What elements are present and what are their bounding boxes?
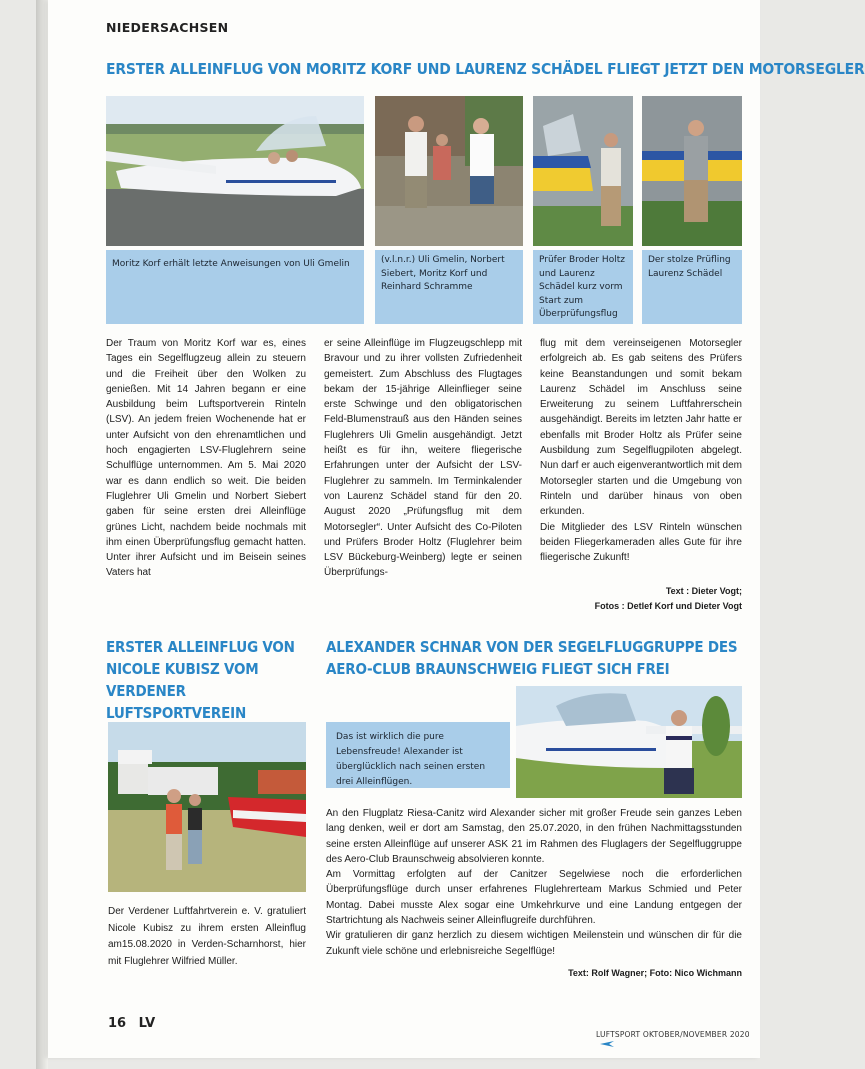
article1-closing: Die Mitglieder des LSV Rinteln wünschen beiden Fliegerkameraden alles Gute für ihre fliegerische Zukunft! [540, 521, 742, 564]
article1-column2: er seine Alleinflüge im Flugzeugschlepp mit Bravour und zu ihrer vollsten Zufriedenheit gemeistert. Zum Abschluss des Flugtages bekam der 15-jährige Alleinflieger seine erste Schwinge und den obligatorischen Feld-Blumenstrauß aus den Händen seines Fluglehrers Uli Gmelin ausgehändigt. Jetzt heißt es für ihn, weitere fliegerische Erfahrungen unter der Aufsicht der LSV-Fluglehrer zu sammeln. Im Terminkalender von Laurenz Schädel stand für den 20. August 2020 „Prüfungsflug mit dem Motorsegler“. Unter Aufsicht des Co-Piloten und Prüfers Broder Holtz (Fluglehrer beim LSV Bückeburg-Weinberg) legte er seinen Überprüfungs- [324, 338, 522, 579]
article3-paragraph1: An den Flugplatz Riesa-Canitz wird Alexander sicher mit großer Freude sein ganzes Leben lang denken, weil er dort am Samstag, den 25.07.2020, in den frühen Nachmittagsstunden seine ersten Alleinflüge auf unserer ASK 21 im Rahmen des Fluglagers der Segelfluggruppe des Aero-Club Braunschweig absolvieren konnte. [326, 808, 742, 865]
magazine-short: LV [138, 1016, 156, 1031]
article3-caption: Das ist wirklich die pure Lebensfreude! Alexander ist überglücklich nach seinen ersten drei Alleinflügen. [326, 722, 510, 788]
page-footer-left [108, 1016, 155, 1031]
article1-column1: Der Traum von Moritz Korf war es, eines Tages ein Segelflugzeug allein zu steuern und die Freiheit über den Wolken zu genießen. Mit 14 Jahren begann er eine Ausbildung beim Luftsportverein Rinteln (LSV). An jedem freien Wochenende hat er unter Aufsicht von den ehrenamtlichen und hoch engagierten LSV-Fluglehrern seine Schulflüge unternommen. Am 5. Mai 2020 war es dann endlich so weit. Die beiden Fluglehrer Uli Gmelin und Norbert Siebert gaben für seine ersten drei Alleinflüge grünes Licht, nachdem beide nochmals mit ihm einen Überprüfungsflug gemacht hatten. Unter ihrer Aufsicht und im Beisein seines Vaters hat [106, 338, 306, 579]
article2-caption: Der Verdener Luftfahrtverein e. V. gratuliert Nicole Kubisz zu ihrem ersten Alleinflug am15.08.2020 in Verden-Scharnhorst, hier mit Fluglehrer Wilfried Müller. [108, 906, 306, 967]
photo-alexander-schnar [516, 686, 742, 798]
caption-photo2: (v.l.n.r.) Uli Gmelin, Norbert Siebert, Moritz Korf und Reinhard Schramme [375, 250, 523, 324]
photo-laurenz-proud [642, 96, 742, 246]
section-label: NIEDERSACHSEN [106, 20, 229, 35]
article1-credit-photos: Fotos : Detlef Korf und Dieter Vogt [594, 601, 742, 611]
page-binding [36, 0, 48, 1069]
article2-title: ERSTER ALLEINFLUG VON NICOLE KUBISZ VOM VERDENER LUFTSPORTVEREIN [106, 638, 295, 722]
page-number: 16 [108, 1016, 127, 1031]
photo-motorglider-broder [533, 96, 633, 246]
caption-photo4: Der stolze Prüfling Laurenz Schädel [642, 250, 742, 324]
caption-photo3: Prüfer Broder Holtz und Laurenz Schädel kurz vorm Start zum Überprüfungsflug [533, 250, 633, 324]
article1-credit-text: Text : Dieter Vogt; [665, 586, 742, 596]
article3-title: ALEXANDER SCHNAR VON DER SEGELFLUGGRUPPE DES AERO-CLUB BRAUNSCHWEIG FLIEGT SICH FREI [326, 638, 738, 678]
article1-column3: flug mit dem vereinseigenen Motorsegler erfolgreich ab. Es gab seitens des Prüfers keine Beanstandungen und somit bekam Laurenz Schädel im Anschluss seine Erweiterung zu seinem Luftfahrerschein ausgehändigt. Bereits im letzten Jahr hatte er ebenfalls mit Broder Holtz als Prüfer seine Ausbildung zum Segelflugpiloten abgelegt. Nun darf er auch eigenverantwortlich mit dem Motorsegler starten und die Umgebung von Rinteln und darüber hinaus von oben erkunden. [540, 338, 742, 518]
photo-glider-cockpit [106, 96, 364, 246]
issue-text: LUFTSPORT OKTOBER/NOVEMBER 2020 [596, 1030, 750, 1039]
photo-group-handshake [375, 96, 523, 246]
issue-label [596, 1030, 768, 1050]
article3-paragraph3: Wir gratulieren dir ganz herzlich zu diesem wichtigen Meilenstein und wünschen dir für die Zukunft viele schöne und erlebnisreiche Segelflüge! [326, 930, 742, 957]
plane-logo-icon [599, 1039, 615, 1050]
photo-nicole-kubisz [108, 722, 306, 892]
caption-photo1: Moritz Korf erhält letzte Anweisungen von Uli Gmelin [106, 250, 364, 324]
article3-paragraph2: Am Vormittag erfolgten auf der Canitzer Segelwiese noch die erforderlichen Überprüfungsflüge durch unser erfahrenes Fluglehrerteam Markus Schmied und Peter Montag. Dabei musste Alex sogar eine Umkehrkurve und eine Landung entgegen der Startrichtung als Nachweis seiner Alleinflugreife durchführen. [326, 869, 742, 927]
article3-credit: Text: Rolf Wagner; Foto: Nico Wichmann [568, 968, 742, 978]
article1-title: ERSTER ALLEINFLUG VON MORITZ KORF UND LAURENZ SCHÄDEL FLIEGT JETZT DEN MOTORSEGLER [106, 60, 865, 78]
